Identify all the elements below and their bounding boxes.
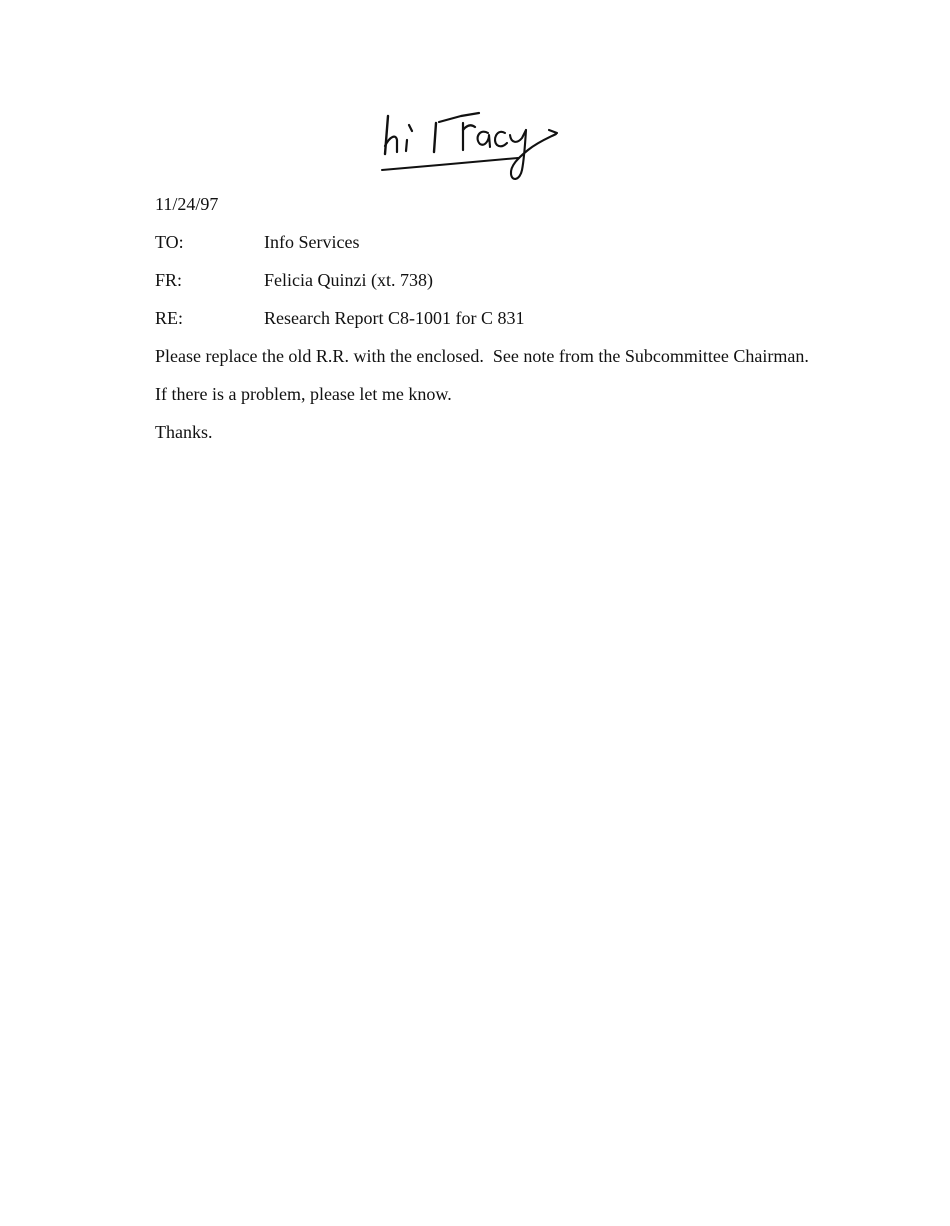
subject-label: RE: [155,308,184,328]
subject-row [155,307,855,329]
from-row [155,269,855,291]
from-label: FR: [155,270,183,290]
handwritten-note [376,100,566,188]
body-line-3: Thanks. [155,422,213,442]
to-row [155,231,855,253]
to-value: Info Services [264,232,360,252]
body-line-2: If there is a problem, please let me know. [155,384,452,404]
subject-value: Research Report C8-1001 for C 831 [264,308,525,328]
to-label: TO: [155,232,184,252]
memo-date: 11/24/97 [155,194,219,214]
body-line-1: Please replace the old R.R. with the enclosed. See note from the Subcommittee Chairman. [155,346,809,366]
from-value: Felicia Quinzi (xt. 738) [264,270,433,290]
memo [155,193,855,459]
